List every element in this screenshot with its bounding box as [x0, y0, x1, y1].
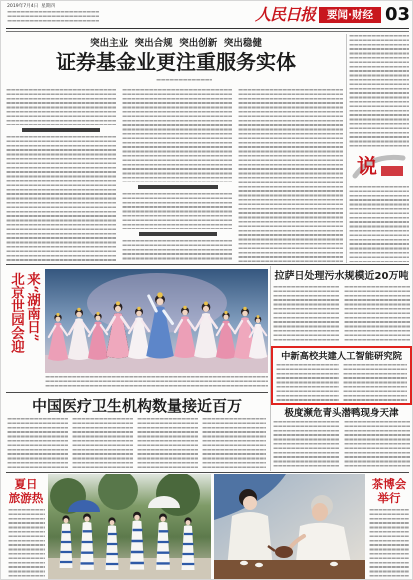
section-rule	[6, 264, 409, 265]
subheading	[139, 232, 217, 236]
header-rule	[6, 28, 409, 29]
side-story-headline-lhasa: 拉萨日处理污水规模近20万吨	[274, 271, 409, 282]
page-number: 03	[385, 4, 411, 25]
side-story-headline-ai-institute: 中新高校共建人工智能研究院	[281, 351, 402, 362]
body-text-block	[122, 193, 232, 229]
body-text-block	[72, 418, 133, 470]
top-story-kicker: 突出主业 突出合规 突出创新 突出稳健	[90, 38, 262, 49]
body-text-block	[137, 418, 198, 470]
summer-performers-photo	[48, 474, 211, 579]
hunan-day-performance-photo	[45, 269, 268, 373]
body-text-block	[273, 421, 339, 469]
section-rule	[6, 472, 409, 473]
body-text-block	[238, 89, 343, 262]
top-story-headline: 证券基金业更注重服务实体	[56, 50, 296, 74]
header-rule-thin	[6, 31, 409, 32]
body-text-block	[122, 240, 232, 262]
body-text-block	[344, 421, 410, 469]
side-story-headline-tianjin: 极度濒危青头潜鸭现身天津	[284, 408, 399, 419]
photo-caption	[45, 376, 268, 388]
issue-date: 2019年7月4日 星期四	[7, 4, 56, 9]
photo-caption	[8, 509, 45, 577]
bottom-story-headline: 中国医疗卫生机构数量接近百万	[31, 397, 242, 415]
photo-caption	[369, 509, 409, 577]
body-text-block	[349, 35, 409, 149]
column-divider	[346, 34, 347, 263]
body-text-block	[344, 286, 410, 343]
body-text-block	[273, 286, 339, 343]
subheading	[22, 128, 100, 132]
body-text-block	[122, 89, 232, 182]
body-text-block	[202, 418, 266, 470]
tea-expo-photo	[214, 474, 365, 579]
body-text-block	[6, 89, 116, 125]
photo-story-title: 北京世园会迎来“湖南日”	[8, 272, 40, 353]
highlight-box	[271, 346, 412, 405]
header-info-lines	[7, 11, 99, 23]
section-rule	[6, 392, 268, 393]
body-text-block	[349, 186, 409, 262]
column-logo-text: 说	[357, 154, 377, 178]
body-text-block	[6, 136, 116, 262]
photo-story-title: 茶博会 举行	[371, 477, 407, 505]
column-logo	[351, 152, 407, 182]
photo-story-title: 夏日 旅游热	[8, 477, 44, 505]
masthead-logo: 人民日报	[255, 5, 316, 24]
section-label: 要闻·财经	[319, 7, 381, 23]
top-story-byline	[156, 79, 212, 82]
body-text-block	[7, 418, 68, 470]
subheading	[138, 185, 218, 189]
